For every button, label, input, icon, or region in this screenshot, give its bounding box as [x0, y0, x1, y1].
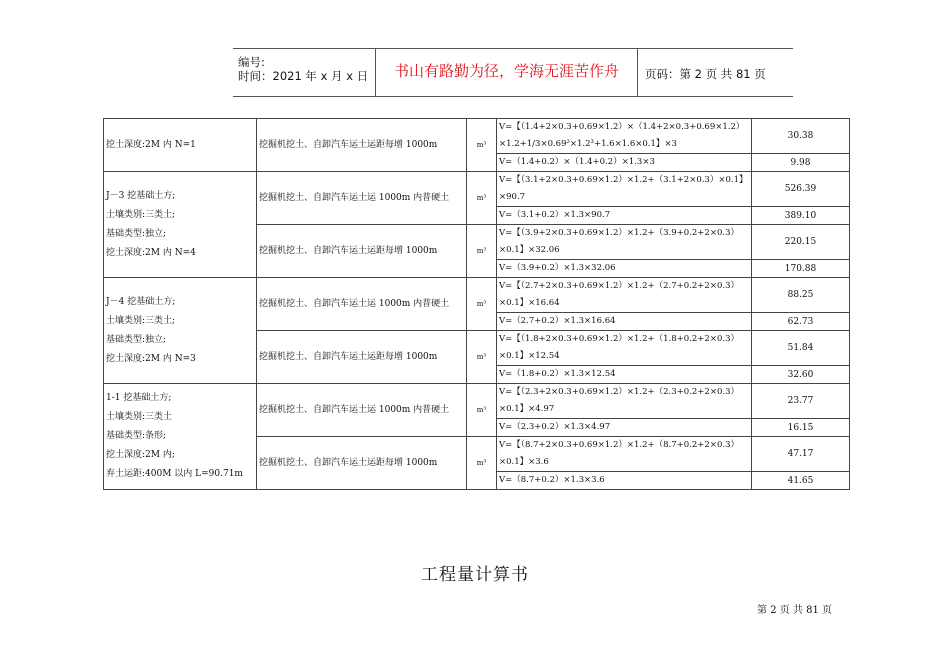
description-line: 1-1 挖基础土方; — [106, 393, 172, 403]
table-row — [104, 278, 850, 313]
description-line: 土壤类别:三类土; — [106, 315, 176, 326]
value-cell: 526.39 — [752, 172, 850, 207]
unit-cell: m³ — [467, 437, 497, 490]
item-name: 挖掘机挖土、自卸汽车运土运距每增 1000m — [257, 437, 467, 490]
description-line: 基础类型:条形; — [106, 431, 167, 441]
value-cell: 62.73 — [752, 313, 850, 331]
description-line: 土壤类别:三类土 — [106, 412, 173, 422]
formula-cell: V=（2.7+0.2）×1.3×16.64 — [497, 313, 752, 331]
description-line: 挖土深度:2M 内 N=1 — [106, 139, 196, 150]
value-cell: 32.60 — [752, 366, 850, 384]
value-cell: 389.10 — [752, 207, 850, 225]
formula-cell: V=【（3.1+2×0.3+0.69×1.2）×1.2+（3.1+2×0.3）×0.1】×90.7 — [497, 172, 752, 207]
formula-cell: V=【（1.4+2×0.3+0.69×1.2）×（1.4+2×0.3+0.69×1.2）×1.2+1/3×0.69²×1.2³+1.6×1.6×0.1】×3 — [497, 119, 752, 154]
calculation-table — [103, 118, 850, 490]
value-cell: 9.98 — [752, 154, 850, 172]
item-name: 挖掘机挖土、自卸汽车运土运距每增 1000m — [257, 331, 467, 384]
formula-cell: V=（3.9+0.2）×1.3×32.06 — [497, 260, 752, 278]
header-divider — [637, 48, 638, 96]
formula-cell: V=（2.3+0.2）×1.3×4.97 — [497, 419, 752, 437]
item-name: 挖掘机挖土、自卸汽车运土运 1000m 内普硬土 — [257, 384, 467, 437]
unit-cell: m³ — [467, 172, 497, 225]
value-cell: 88.25 — [752, 278, 850, 313]
unit-cell: m³ — [467, 384, 497, 437]
formula-cell: V=【（3.9+2×0.3+0.69×1.2）×1.2+（3.9+0.2+2×0.3）×0.1】×32.06 — [497, 225, 752, 260]
value-cell: 220.15 — [752, 225, 850, 260]
group-description — [104, 119, 257, 172]
value-cell: 47.17 — [752, 437, 850, 472]
formula-cell: V=（8.7+0.2）×1.3×3.6 — [497, 472, 752, 490]
description-line: 基础类型:独立; — [106, 228, 167, 239]
group-description — [104, 172, 257, 278]
formula-cell: V=【（2.7+2×0.3+0.69×1.2）×1.2+（2.7+0.2+2×0.3）×0.1】×16.64 — [497, 278, 752, 313]
item-name: 挖掘机挖土、自卸汽车运土运距每增 1000m — [257, 119, 467, 172]
header-page-label: 页码：第 2 页 共 81 页 — [645, 67, 766, 81]
header-motto: 书山有路勤为径，学海无涯苦作舟 — [393, 62, 619, 80]
formula-cell: V=【（8.7+2×0.3+0.69×1.2）×1.2+（8.7+0.2+2×0.3）×0.1】×3.6 — [497, 437, 752, 472]
table-row — [104, 119, 850, 154]
description-line: 挖土深度:2M 内 N=3 — [106, 353, 196, 364]
header-time-label: 时间：2021 年 x 月 x 日 — [238, 69, 369, 83]
item-name: 挖掘机挖土、自卸汽车运土运 1000m 内普硬土 — [257, 278, 467, 331]
value-cell: 16.15 — [752, 419, 850, 437]
header-bottom-rule — [233, 96, 793, 97]
formula-cell: V=（1.8+0.2）×1.3×12.54 — [497, 366, 752, 384]
group-description — [104, 384, 257, 490]
description-line: 基础类型:独立; — [106, 334, 167, 345]
document-title: 工程量计算书 — [421, 565, 529, 585]
description-line: 弃土运距:400M 以内 L=90.71m — [106, 469, 243, 479]
formula-cell: V=【（1.8+2×0.3+0.69×1.2）×1.2+（1.8+0.2+2×0.3）×0.1】×12.54 — [497, 331, 752, 366]
item-name: 挖掘机挖土、自卸汽车运土运距每增 1000m — [257, 225, 467, 278]
description-line: 挖土深度:2M 内 N=4 — [106, 247, 196, 258]
header-number-label: 编号: — [238, 55, 265, 69]
formula-cell: V=（1.4+0.2）×（1.4+0.2）×1.3×3 — [497, 154, 752, 172]
formula-cell: V=（3.1+0.2）×1.3×90.7 — [497, 207, 752, 225]
unit-cell: m³ — [467, 225, 497, 278]
description-line: J－3 挖基础土方; — [106, 190, 176, 201]
value-cell: 41.65 — [752, 472, 850, 490]
formula-cell: V=【（2.3+2×0.3+0.69×1.2）×1.2+（2.3+0.2+2×0.3）×0.1】×4.97 — [497, 384, 752, 419]
item-name: 挖掘机挖土、自卸汽车运土运 1000m 内普硬土 — [257, 172, 467, 225]
unit-cell: m³ — [467, 119, 497, 172]
unit-cell: m³ — [467, 278, 497, 331]
table-row — [104, 384, 850, 419]
unit-cell: m³ — [467, 331, 497, 384]
page-footer: 第 2 页 共 81 页 — [757, 605, 832, 616]
value-cell: 170.88 — [752, 260, 850, 278]
value-cell: 30.38 — [752, 119, 850, 154]
description-line: 土壤类别:三类土; — [106, 209, 176, 220]
description-line: 挖土深度:2M 内; — [106, 450, 175, 460]
description-line: J－4 挖基础土方; — [106, 296, 176, 307]
group-description — [104, 278, 257, 384]
value-cell: 23.77 — [752, 384, 850, 419]
header-top-rule — [233, 48, 793, 49]
table-row — [104, 172, 850, 207]
value-cell: 51.84 — [752, 331, 850, 366]
